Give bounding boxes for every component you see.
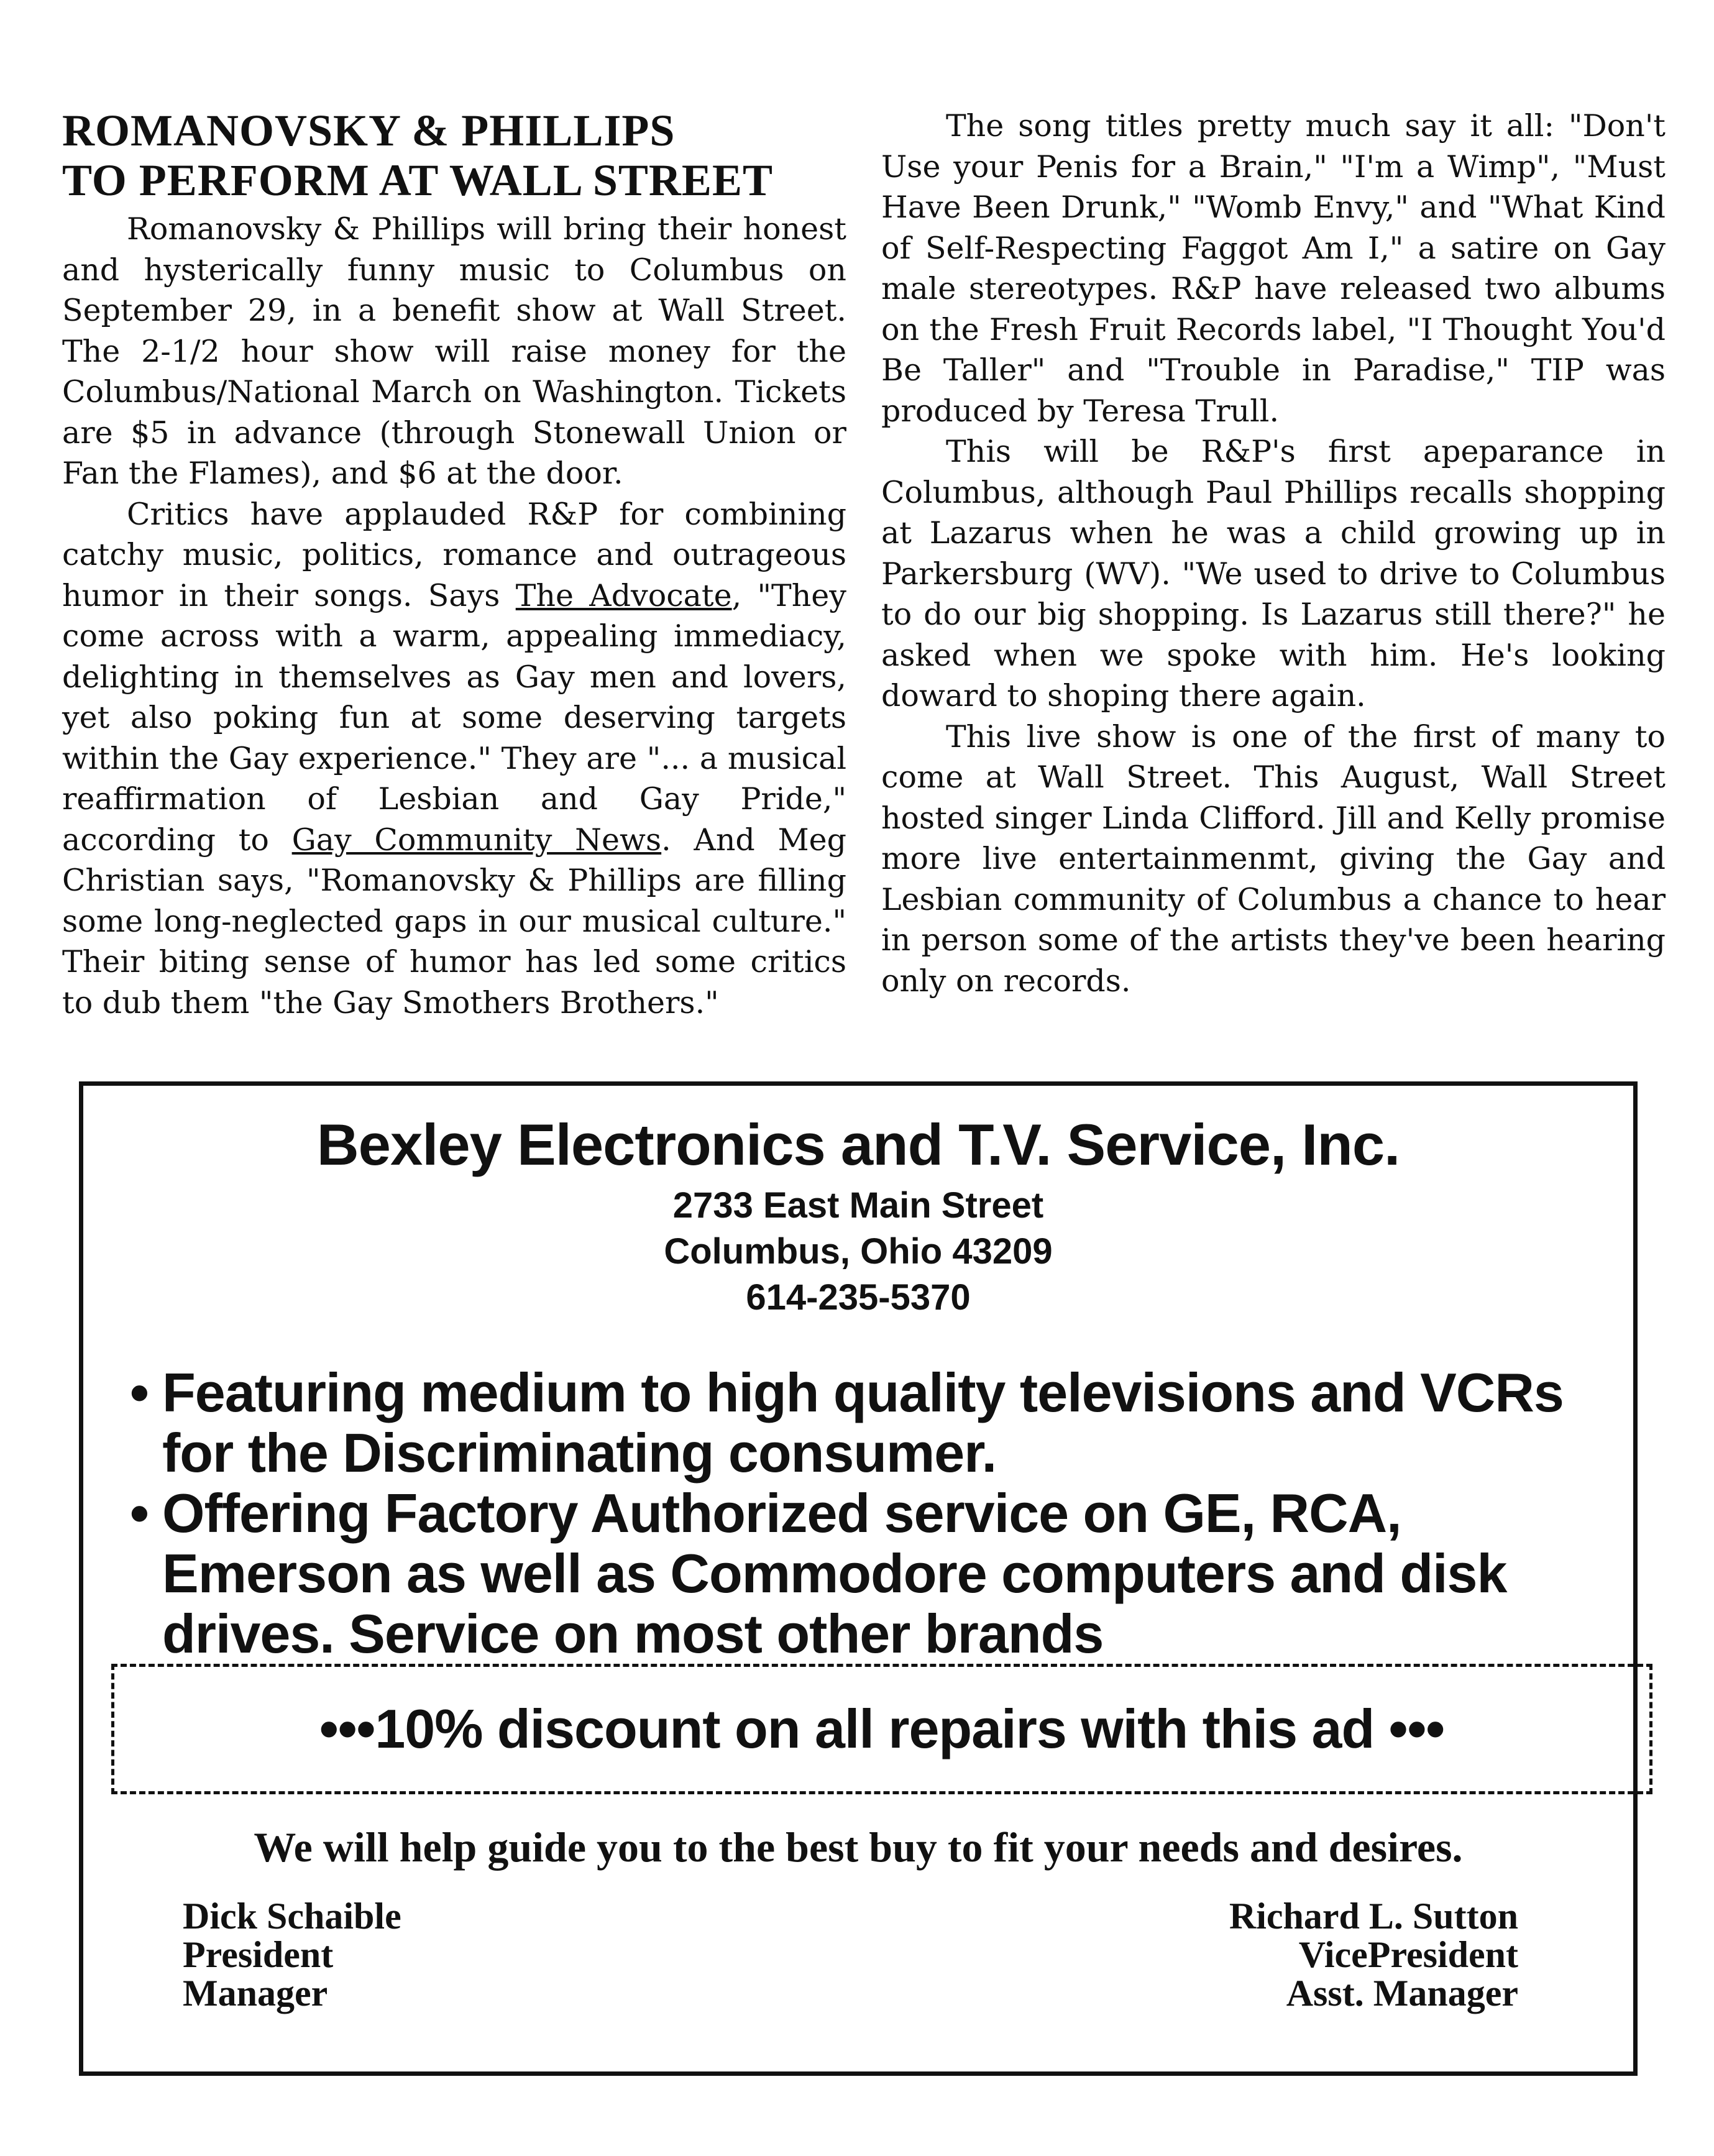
article-paragraph-4: This will be R&P's first apeparance in Columbus, although Paul Phillips recalls shopping at Lazarus when he was a child growing up in Parkersburg (WV). "We used to drive to Columbus to do our big shopping. Is Lazarus still there?" he asked when we spoke with him. He's looking doward to shoping there again. (881, 434, 1666, 713)
ad-contact-left (183, 1897, 401, 2012)
paragraph-text: . And Meg Christian says, "Romanovsky & Phillips are filling some long-neglected gaps in our musical culture." Their biting sense of humor has led some critics to dub them "the Gay Smothers Brothers." (62, 822, 846, 1021)
bullet-icon: • (130, 1362, 149, 1423)
article-headline (62, 106, 846, 205)
ad-feature-item (130, 1362, 1634, 1483)
contact-title: President (183, 1934, 334, 1975)
publication-title-advocate: The Advocate (515, 577, 732, 613)
ad-feature-text: Offering Factory Authorized service on GE, RCA, Emerson as well as Commodore computers and disk drives. Service on most other brands (162, 1482, 1507, 1664)
ad-discount-coupon (111, 1664, 1652, 1794)
article (62, 106, 1666, 1075)
article-paragraph-1: Romanovsky & Phillips will bring their honest and hysterically funny music to Columbus on September 29, in a benefit show at Wall Street. The 2-1/2 hour show will raise money for the Columbus/National March on Washington. Tickets are $5 in advance (through Stonewall Union or Fan the Flames), and $6 at the door. (62, 211, 846, 491)
ad-phone: 614-235-5370 (746, 1277, 971, 1318)
paragraph-text: Critics have applauded R&P for combining catchy music, politics, romance and outrageous humor in their songs. Says (62, 496, 846, 613)
ad-company-name: Bexley Electronics and T.V. Service, Inc. (316, 1112, 1400, 1177)
paragraph-text: , "They come across with a warm, appealing immediacy, delighting in themselves as Gay men and lovers, yet also poking fun at some deserving targets within the Gay experience." They are "... a musical reaffirmation of Lesbian and Gay Pride," according to (62, 577, 846, 858)
ad-feature-text: Featuring medium to high quality televisions and VCRs for the Discriminating consumer. (162, 1362, 1564, 1484)
contact-name: Dick Schaible (183, 1896, 401, 1937)
article-paragraph-3: The song titles pretty much say it all: "Don't Use your Penis for a Brain," "I'm a Wimp", "Must Have Been Drunk," "Womb Envy," and "What Kind of Self-Respecting Faggot Am I," a satire on Gay male stereotypes. R&P have released two albums on the Fresh Fruit Records label, "I Thought You'd Be Taller" and "Trouble in Paradise," TIP was produced by Teresa Trull. (881, 108, 1666, 429)
bullet-icon: • (130, 1482, 149, 1544)
ad-feature-list (130, 1362, 1634, 1664)
contact-name: Richard L. Sutton (1229, 1896, 1518, 1937)
headline-line-1: ROMANOVSKY & PHILLIPS (62, 106, 676, 155)
advertisement-box (79, 1081, 1638, 2076)
headline-line-2: TO PERFORM AT WALL STREET (62, 155, 773, 205)
ad-street-address: 2733 East Main Street (672, 1185, 1044, 1226)
ad-tagline: We will help guide you to the best buy to fit your needs and desires. (254, 1823, 1463, 1871)
ad-discount-text: •••10% discount on all repairs with this ad ••• (319, 1698, 1445, 1759)
contact-title: Asst. Manager (1286, 1973, 1518, 2014)
article-paragraph-2 (62, 494, 846, 1024)
article-paragraph-5: This live show is one of the first of many to come at Wall Street. This August, Wall Street hosted singer Linda Clifford. Jill and Kelly promise more live entertainmenmt, giving the Gay and Lesbian community of Columbus a chance to hear in person some of the artists they've been hearing only on records. (881, 718, 1666, 999)
ad-feature-item (130, 1483, 1634, 1664)
contact-title: Manager (183, 1973, 328, 2014)
publication-title-gcn: Gay Community News (291, 822, 662, 858)
ad-contact-right (1229, 1897, 1518, 2012)
contact-title: VicePresident (1298, 1934, 1518, 1975)
ad-city: Columbus, Ohio 43209 (664, 1231, 1053, 1272)
